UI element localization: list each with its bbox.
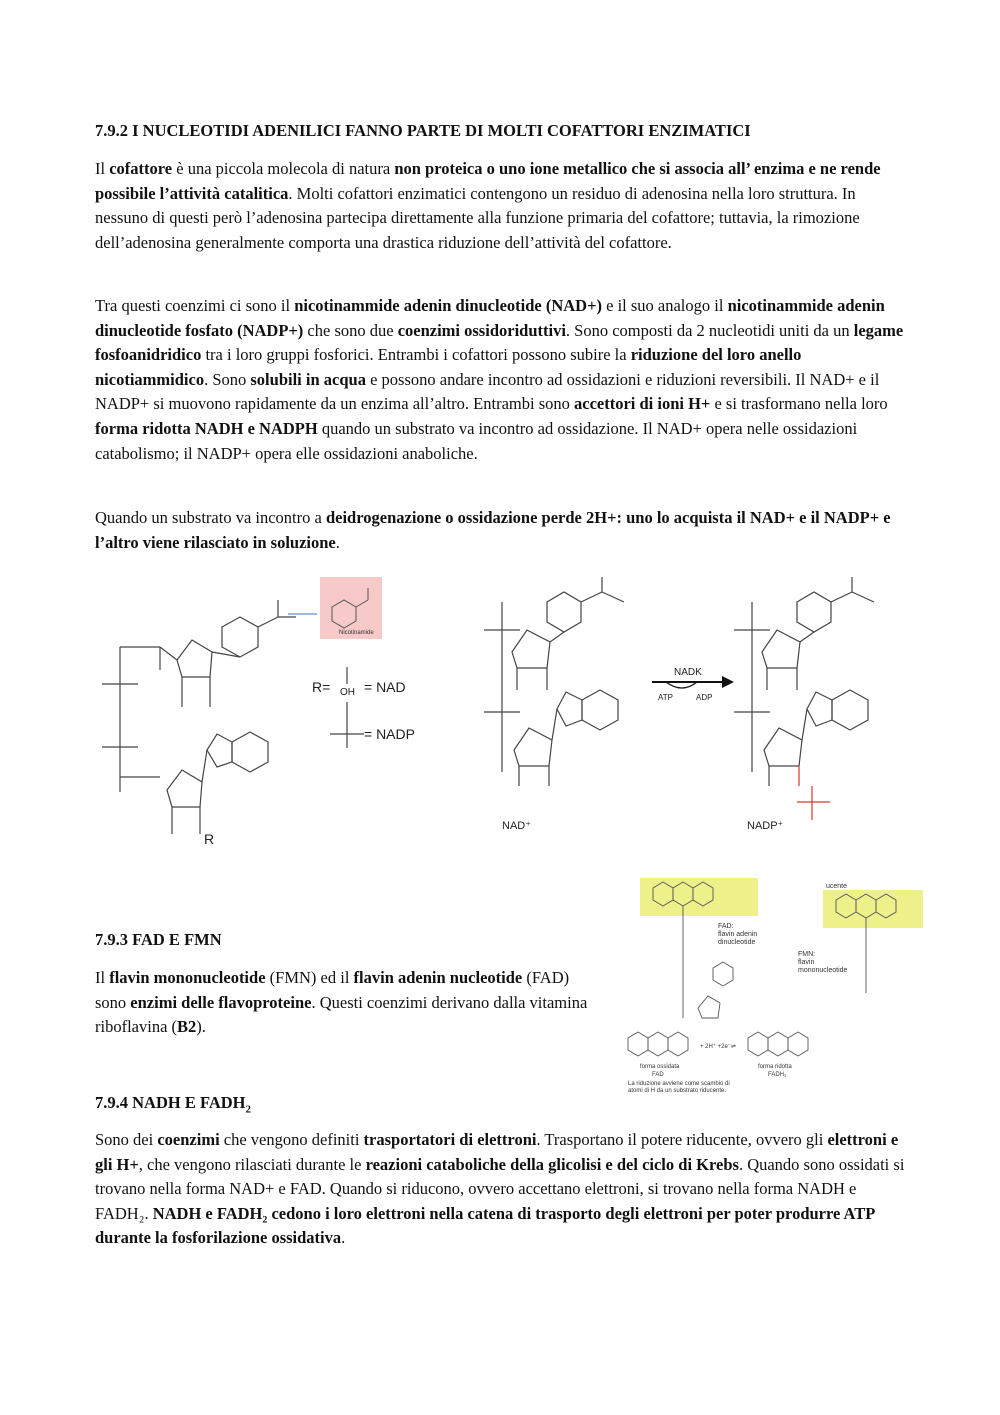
text-run: . Quando sono ossidati si trovano nella forma NAD+ e FAD. Quando si riducono, ovvero accettano elettroni, si trovano nella forma NADH e FADH xyxy=(95,1154,905,1223)
text-run: . Sono xyxy=(204,369,251,389)
paragraph-fad-fmn xyxy=(95,966,595,1040)
paragraph-nad-nadp xyxy=(95,294,910,466)
text-run: Il xyxy=(95,159,110,178)
svg-text:+ 2H⁺ +2e⁻⇌: + 2H⁺ +2e⁻⇌ xyxy=(700,1044,737,1050)
bold-text-run: nicotinammide adenin dinucleotide fosfato (NADP+) xyxy=(95,296,885,340)
svg-text:ATP: ATP xyxy=(658,693,673,702)
eq-nad-label: = NAD xyxy=(364,679,406,695)
text-run: . Sono composti da 2 nucleotidi uniti da un xyxy=(565,320,854,340)
nadk-label: NADK xyxy=(674,667,702,678)
text-run: che sono due xyxy=(303,320,398,340)
r-equals-label: R= xyxy=(312,679,331,695)
svg-text:OH: OH xyxy=(340,687,355,698)
text-run: , che vengono rilasciati durante le xyxy=(138,1154,366,1174)
text-run: ₂ xyxy=(138,1203,145,1223)
bold-text-run: reazioni cataboliche della glicolisi e del ciclo di Krebs xyxy=(365,1154,739,1174)
bold-text-run: legame fosfoanidridico xyxy=(95,320,904,365)
text-run: Il xyxy=(95,968,110,987)
svg-text:FMN:: FMN: xyxy=(798,951,816,958)
text-run: Quando un substrato va incontro a xyxy=(95,508,326,527)
bold-text-run: riduzione del loro anello nicotiammidico xyxy=(95,345,802,389)
section-heading-792: 7.9.2 I NUCLEOTIDI ADENILICI FANNO PARTE DI MOLTI COFATTORI ENZIMATICI xyxy=(95,121,751,140)
text-run: . Trasportano il potere riducente, ovvero gli xyxy=(536,1130,828,1149)
text-run: e il suo analogo il xyxy=(602,296,728,315)
svg-text:FAD: FAD xyxy=(652,1072,664,1078)
bold-text-run: cofattore xyxy=(109,159,173,178)
r-bottom-label: R xyxy=(204,831,215,847)
text-run: e si trasformano nella loro xyxy=(710,394,888,414)
svg-text:forma ridotta: forma ridotta xyxy=(758,1064,792,1070)
text-run: e possono andare incontro ad ossidazioni e riduzioni reversibili. Il NAD+ e il NADP+ si muovono rapidamente da un enzima all’altro. Entrambi sono xyxy=(95,369,880,414)
paragraph-nadh-fadh2 xyxy=(95,1128,910,1251)
bold-text-run: flavin mononucleotide xyxy=(109,968,266,987)
svg-text:dinucleotide: dinucleotide xyxy=(718,939,756,946)
bold-text-run: NADH e FADH₂ cedono i loro elettroni nella catena di trasporto degli elettroni per poter produrre ATP durante la fosforilazione ossidativa xyxy=(95,1203,875,1248)
svg-text:flavin adenin: flavin adenin xyxy=(718,931,758,938)
section-heading-793: 7.9.3 FAD E FMN xyxy=(95,930,222,949)
text-run: quando un substrato va incontro ad ossidazione. Il NAD+ opera nelle ossidazioni catabolismo; il NADP+ opera elle ossidazioni anaboliche. xyxy=(95,418,858,463)
text-run: (FMN) ed il xyxy=(265,968,354,987)
bold-text-run: accettori di ioni H+ xyxy=(574,394,711,414)
svg-text:ADP: ADP xyxy=(696,693,713,702)
text-run: Sono dei xyxy=(95,1130,158,1149)
bold-text-run: forma ridotta NADH e NADPH xyxy=(95,418,318,438)
bold-text-run: flavin adenin nucleotide xyxy=(353,968,523,987)
svg-text:atomi di H da un substrato rid: atomi di H da un substrato riducente. xyxy=(628,1088,727,1094)
svg-text:ucente: ucente xyxy=(826,883,848,890)
bold-text-run: B2 xyxy=(177,1017,197,1037)
text-run: è una piccola molecola di natura xyxy=(172,159,395,178)
paragraph-deidrogenazione xyxy=(95,506,910,555)
text-run: ). xyxy=(196,1017,206,1037)
text-run: . xyxy=(341,1228,346,1248)
svg-text:FAD:: FAD: xyxy=(718,923,734,930)
eq-nadp-label: = NADP xyxy=(364,726,415,742)
bold-text-run: deidrogenazione o ossidazione perde 2H+: uno lo acquista il NAD+ e il NADP+ e l’altro viene rilasciato in soluzione xyxy=(95,508,891,552)
svg-text:flavin: flavin xyxy=(798,959,815,966)
text-run: . xyxy=(335,532,340,552)
text-run: Tra questi coenzimi ci sono il xyxy=(95,296,295,315)
svg-text:mononucleotide: mononucleotide xyxy=(798,967,848,974)
fad-fmn-structure-figure xyxy=(608,878,928,1100)
svg-text:La riduzione avviene come scam: La riduzione avviene come scambio di xyxy=(628,1081,730,1087)
text-run: tra i loro gruppi fosforici. Entrambi i cofattori possono subire la xyxy=(201,345,631,365)
bold-text-run: coenzimi ossidoriduttivi xyxy=(397,320,566,340)
nicotinamide-label: Nicotinamide xyxy=(339,630,374,636)
nad-plus-label: NAD⁺ xyxy=(502,820,532,832)
text-run: . xyxy=(144,1203,153,1223)
nadp-plus-label: NADP⁺ xyxy=(747,820,784,832)
bold-text-run: non proteica o uno ione metallico che si associa all’ enzima e ne rende possibile l’attività catalitica xyxy=(95,159,881,203)
bold-text-run: enzimi delle flavoproteine xyxy=(130,992,312,1012)
svg-text:FADH₂: FADH₂ xyxy=(768,1072,787,1078)
bold-text-run: solubili in acqua xyxy=(250,369,366,389)
bold-text-run: elettroni e gli H+ xyxy=(95,1130,899,1174)
section-heading-794: 7.9.4 NADH E $FADH_2$ xyxy=(95,1093,251,1116)
text-run: (FAD) sono xyxy=(95,968,570,1012)
nad-nadp-structure-figure xyxy=(92,572,912,852)
text-run: che vengono definiti xyxy=(219,1130,364,1149)
svg-text:forma ossidata: forma ossidata xyxy=(640,1064,680,1070)
paragraph-cofattore xyxy=(95,157,910,255)
text-run: . Questi coenzimi derivano dalla vitamina riboflavina ( xyxy=(95,992,588,1037)
bold-text-run: trasportatori di elettroni xyxy=(363,1130,537,1149)
bold-text-run: coenzimi xyxy=(157,1130,220,1149)
text-run: . Molti cofattori enzimatici contengono un residuo di adenosina nella loro struttura. In nessuno di questi però l’adenosina partecipa direttamente alla funzione primaria del cofattore; tuttavia, la rimozione dell’adenosina generalmente comporta una drastica riduzione dell’attività del cofattore. xyxy=(95,183,860,252)
bold-text-run: nicotinammide adenin dinucleotide (NAD+) xyxy=(294,296,602,315)
